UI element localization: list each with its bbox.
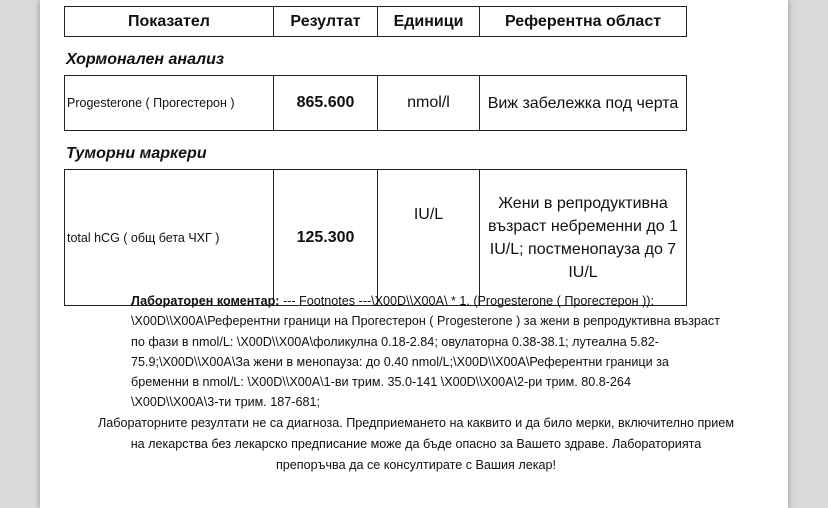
- header-row: [65, 7, 687, 37]
- test-name: total hCG ( общ бета ЧХГ ): [65, 170, 274, 306]
- section-title-tumor-markers: Туморни маркери: [66, 145, 207, 162]
- test-result: 865.600: [274, 76, 378, 131]
- test-units: nmol/l: [378, 76, 480, 131]
- results-header-table: [64, 6, 687, 37]
- table-row: [65, 76, 687, 131]
- lab-comment: [131, 291, 721, 413]
- disclaimer: Лабораторните резултати не са диагноза. Предприемането на каквито и да било мерки, включително прием на лекарства без лекарско предписание може да бъде опасно за Вашето здраве. Лабораторията препоръчва да се консултирате с Вашия лекар!: [98, 416, 734, 472]
- header-reference: Референтна област: [480, 7, 687, 37]
- hormones-table: [64, 75, 687, 131]
- table-row: [65, 170, 687, 306]
- test-reference: Виж забележка под черта: [480, 76, 687, 131]
- test-result: 125.300: [274, 170, 378, 306]
- lab-comment-text: --- Footnotes ---\X00D\\X00A\ * 1. (Progesterone ( Прогестерон )): \X00D\\X00A\Референтни граници на Прогестерон ( Progesterone ) за жени в репродуктивна възраст по фази в nmol/L: \X00D\\X00A\фоликулна 0.18-2.84; овулаторна 0.38-38.1; лутеална 5.82-75.9;\X00D\\X00A\За жени в менопауза: до 0.40 nmol/L;\X00D\\X00A\Референтни граници за бременни в nmol/L: \X00D\\X00A\1-ви трим. 35.0-141 \X00D\\X00A\2-ри трим. 80.8-264 \X00D\\X00A\3-ти трим. 187-681;: [131, 294, 720, 410]
- test-units: IU/L: [378, 170, 480, 306]
- test-name: Progesterone ( Прогестерон ): [65, 76, 274, 131]
- section-title-hormones: Хормонален анализ: [66, 51, 225, 68]
- header-units: Единици: [378, 7, 480, 37]
- header-test: Показател: [65, 7, 274, 37]
- test-reference: Жени в репродуктивна възраст небременни до 1 IU/L; постменопауза до 7 IU/L: [480, 170, 687, 306]
- header-result: Резултат: [274, 7, 378, 37]
- lab-comment-label: Лабораторен коментар:: [131, 294, 280, 308]
- tumor-markers-table: [64, 169, 687, 306]
